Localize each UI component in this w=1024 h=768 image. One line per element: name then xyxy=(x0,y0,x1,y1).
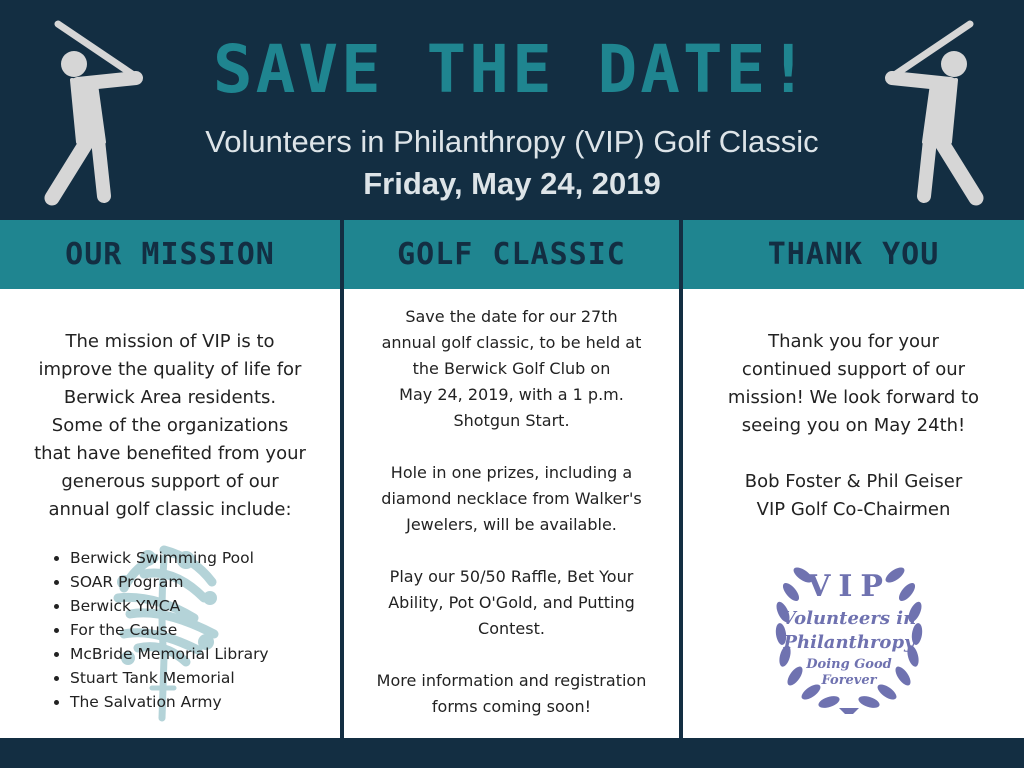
logo-line: Doing Good xyxy=(806,657,892,672)
golf-line: Ability, Pot O'Gold, and Putting xyxy=(388,593,635,612)
golf-line: Shotgun Start. xyxy=(453,411,570,430)
golf-line: More information and registration xyxy=(376,671,647,690)
golf-line: May 24, 2019, with a 1 p.m. xyxy=(399,385,624,404)
organization-item: • Berwick Swimming Pool xyxy=(70,546,269,570)
thank-you-message xyxy=(683,328,1024,524)
logo-vip-text: VIP xyxy=(807,569,891,604)
mission-line: improve the quality of life for xyxy=(38,359,302,380)
organization-item: • For the Cause xyxy=(70,618,269,642)
thanks-line: Thank you for your xyxy=(768,331,939,352)
thanks-line: continued support of our xyxy=(741,359,966,380)
golf-line: forms coming soon! xyxy=(431,697,592,716)
organization-item: • The Salvation Army xyxy=(70,690,269,714)
mission-column xyxy=(0,220,340,738)
golf-line: Hole in one prizes, including a xyxy=(390,463,633,482)
event-date: Friday, May 24, 2019 xyxy=(363,166,661,201)
golf-line: diamond necklace from Walker's xyxy=(381,489,642,508)
mission-line: that have benefited from your xyxy=(34,443,306,464)
golf-line: annual golf classic, to be held at xyxy=(381,333,642,352)
golfer-right-icon xyxy=(880,18,990,208)
organization-item: • Berwick YMCA xyxy=(70,594,269,618)
golf-paragraph xyxy=(366,460,657,538)
mission-statement xyxy=(0,328,340,524)
golf-line: Play our 50/50 Raffle, Bet Your xyxy=(389,567,634,586)
golf-line: Save the date for our 27th xyxy=(405,307,618,326)
thanks-line: seeing you on May 24th! xyxy=(741,415,966,436)
mission-line: The mission of VIP is to xyxy=(65,331,275,352)
golf-line: Contest. xyxy=(478,619,545,638)
signature-line: Bob Foster & Phil Geiser xyxy=(744,471,963,492)
thank-you-column xyxy=(683,220,1024,738)
mission-line: Some of the organizations xyxy=(51,415,289,436)
mission-heading: OUR MISSION xyxy=(0,220,340,289)
organization-item: • McBride Memorial Library xyxy=(70,642,269,666)
mission-line: Berwick Area residents. xyxy=(63,387,277,408)
organization-item: • SOAR Program xyxy=(70,570,269,594)
mission-line: generous support of our xyxy=(61,471,279,492)
thank-you-heading: THANK YOU xyxy=(683,220,1024,289)
mission-line: annual golf classic include: xyxy=(48,499,292,520)
golf-paragraph xyxy=(366,304,657,434)
golf-classic-column xyxy=(344,220,679,738)
golf-classic-heading: GOLF CLASSIC xyxy=(344,220,679,289)
golf-line: the Berwick Golf Club on xyxy=(412,359,611,378)
header-banner xyxy=(0,0,1024,220)
vip-logo xyxy=(761,556,937,716)
signature-line: VIP Golf Co-Chairmen xyxy=(756,499,951,520)
footer-bar xyxy=(0,738,1024,768)
event-subtitle: Volunteers in Philanthropy (VIP) Golf Classic xyxy=(205,124,819,159)
logo-line: Philanthropy xyxy=(783,632,915,653)
golf-paragraph xyxy=(366,668,657,720)
headline: SAVE THE DATE! xyxy=(212,31,812,108)
golf-classic-details xyxy=(344,304,679,746)
organization-item: • Stuart Tank Memorial xyxy=(70,666,269,690)
spacer xyxy=(713,440,994,468)
logo-line: Volunteers in xyxy=(781,608,917,629)
organization-list xyxy=(50,546,269,714)
thanks-line: mission! We look forward to xyxy=(727,387,980,408)
golf-paragraph xyxy=(366,564,657,642)
logo-line: Forever xyxy=(821,673,877,688)
golf-line: Jewelers, will be available. xyxy=(406,515,617,534)
